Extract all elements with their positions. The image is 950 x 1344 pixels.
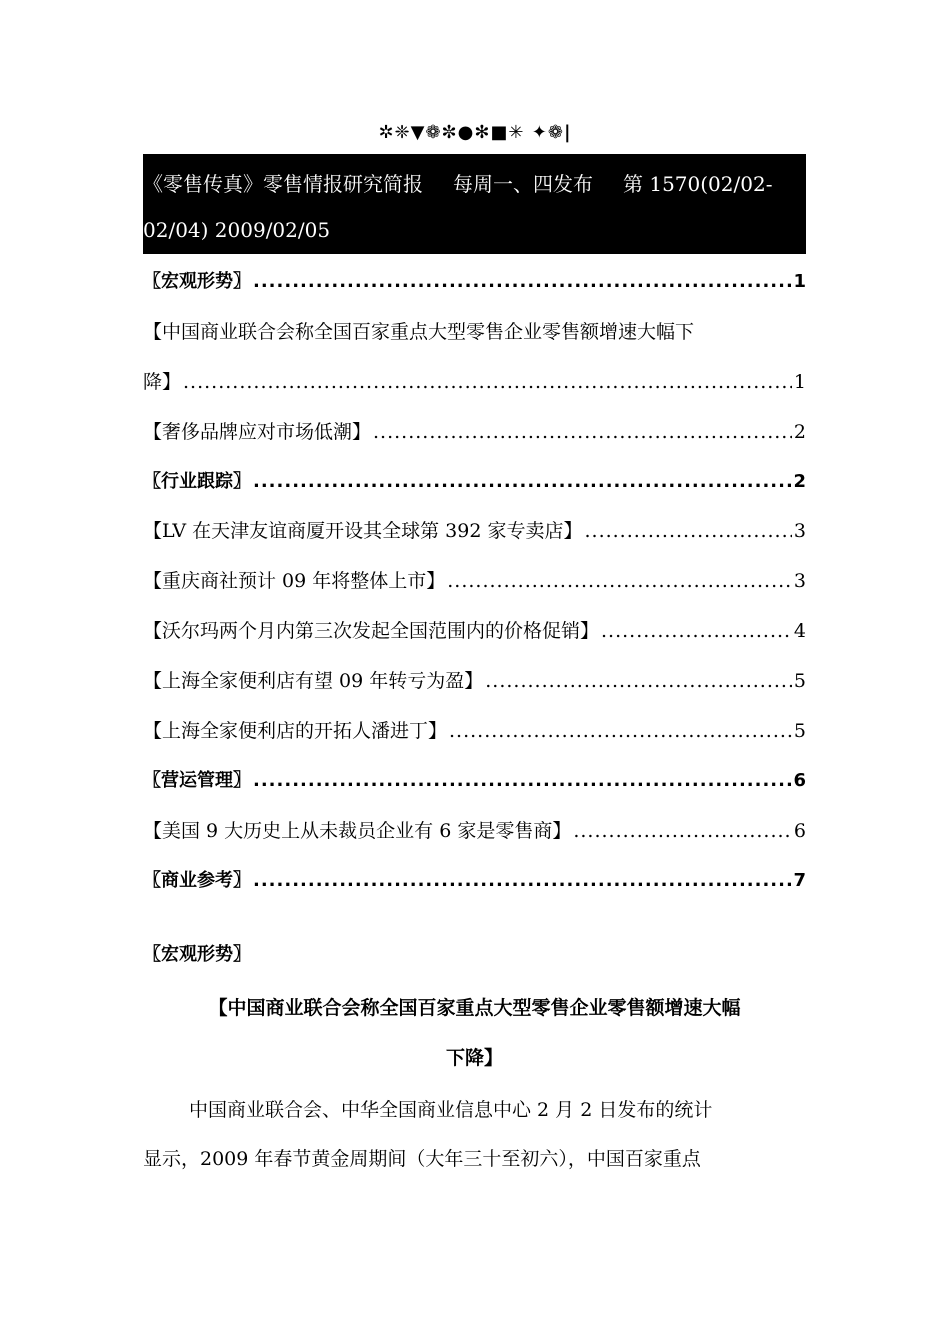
- toc-entry-text: 【沃尔玛两个月内第三次发起全国范围内的价格促销】: [143, 620, 600, 642]
- article-title-line1: 【中国商业联合会称全国百家重点大型零售企业零售额增速大幅: [208, 997, 741, 1019]
- toc-entry[interactable]: [143, 566, 806, 596]
- toc-page-number: 4: [793, 620, 806, 642]
- toc-leader-dots: [253, 471, 791, 492]
- toc-leader-dots: [449, 720, 792, 742]
- toc-entry[interactable]: [143, 367, 806, 397]
- toc-entry[interactable]: [143, 417, 806, 447]
- section-heading: 〖宏观形势〗: [143, 944, 251, 965]
- publish-schedule: 每周一、四发布: [453, 172, 593, 196]
- toc-leader-dots: [253, 770, 791, 791]
- toc-page-number: 1: [793, 271, 806, 292]
- newsletter-banner: [143, 154, 806, 254]
- toc-entry-text: 【上海全家便利店有望 09 年转亏为盈】: [143, 670, 484, 692]
- toc-page-number: 6: [793, 820, 806, 842]
- toc-entry-text: 【重庆商社预计 09 年将整体上市】: [143, 570, 446, 592]
- toc-page-number: 1: [793, 371, 806, 393]
- issue-number: 第 1570(02/02-: [623, 172, 773, 196]
- toc-leader-dots: [253, 271, 791, 292]
- toc-entry-text: 【奢侈品牌应对市场低潮】: [143, 421, 372, 443]
- toc-entry[interactable]: [143, 816, 806, 846]
- toc-leader-dots: [447, 570, 792, 592]
- toc-page-number: 2: [793, 471, 806, 492]
- toc-entry-text: 【LV 在天津友谊商厦开设其全球第 392 家专卖店】: [143, 520, 583, 542]
- toc-leader-dots: [253, 870, 791, 891]
- toc-entry-text: 〖宏观形势〗: [143, 271, 251, 292]
- toc-entry[interactable]: [143, 516, 806, 546]
- toc-leader-dots: [183, 371, 792, 393]
- toc-entry-heading[interactable]: [143, 866, 806, 896]
- toc-page-number: 3: [793, 570, 806, 592]
- toc-entry-text: 〖行业跟踪〗: [143, 471, 251, 492]
- toc-leader-dots: [573, 820, 792, 842]
- article-title-line2: 下降】: [445, 1047, 503, 1069]
- banner-line-1: [143, 168, 772, 197]
- issue-date-range: 02/04) 2009/02/05: [143, 218, 331, 242]
- toc-page-number: 7: [793, 870, 806, 891]
- publication-title: 《零售传真》零售情报研究简报: [143, 172, 423, 196]
- toc-entry[interactable]: [143, 666, 806, 696]
- toc-entry-heading[interactable]: [143, 467, 806, 497]
- toc-entry-text: 【美国 9 大历史上从未裁员企业有 6 家是零售商】: [143, 820, 572, 842]
- toc-entry-text-line1[interactable]: 【中国商业联合会称全国百家重点大型零售企业零售额增速大幅下: [143, 321, 695, 343]
- toc-page-number: 5: [793, 670, 806, 692]
- toc-leader-dots: [485, 670, 792, 692]
- toc-leader-dots: [373, 421, 792, 443]
- article-body-line1: 中国商业联合会、中华全国商业信息中心 2 月 2 日发布的统计: [189, 1099, 713, 1121]
- toc-page-number: 5: [793, 720, 806, 742]
- toc-entry-text: 【上海全家便利店的开拓人潘进丁】: [143, 720, 448, 742]
- toc-entry[interactable]: [143, 616, 806, 646]
- toc-entry-text: 〖商业参考〗: [143, 870, 251, 891]
- article-body-line2: 显示，2009 年春节黄金周期间（大年三十至初六），中国百家重点: [143, 1148, 701, 1170]
- decorative-symbol-row: ✲❈▼❁✼●✻■✳ ✦❁|: [378, 122, 572, 143]
- toc-entry-heading[interactable]: [143, 766, 806, 796]
- toc-entry[interactable]: [143, 716, 806, 746]
- toc-page-number: 6: [793, 770, 806, 791]
- toc-entry-text: 降】: [143, 371, 182, 393]
- toc-entry-heading[interactable]: [143, 267, 806, 297]
- toc-entry-text: 〖营运管理〗: [143, 770, 251, 791]
- toc-page-number: 2: [793, 421, 806, 443]
- toc-page-number: 3: [793, 520, 806, 542]
- toc-leader-dots: [584, 520, 791, 542]
- toc-leader-dots: [601, 620, 792, 642]
